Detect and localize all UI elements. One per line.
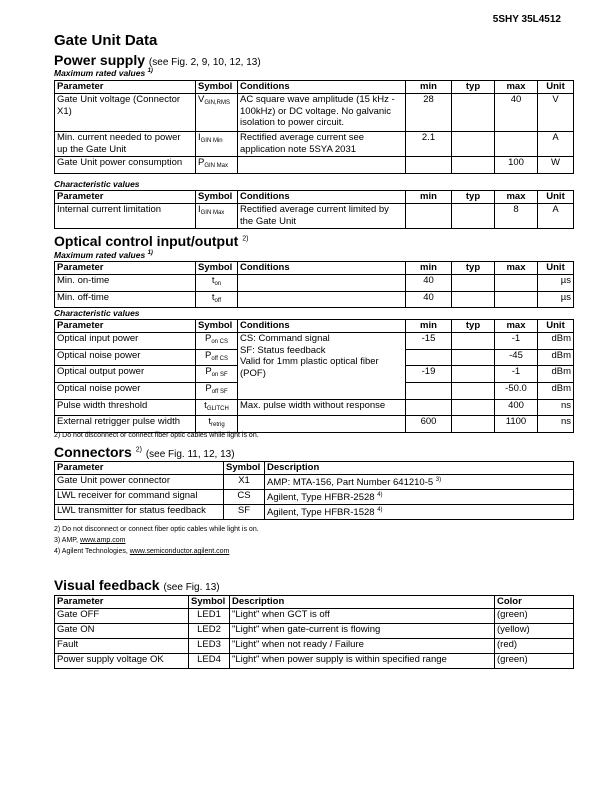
header-typ: typ bbox=[452, 81, 495, 94]
table-row bbox=[55, 291, 574, 308]
symbol-sub: on SF bbox=[211, 372, 228, 378]
symbol-sub: GIN,RMS bbox=[204, 100, 231, 106]
typ-cell bbox=[452, 416, 495, 433]
min-cell: -19 bbox=[406, 366, 452, 383]
ps-char-header-row bbox=[55, 191, 574, 204]
symbol-cell: SF bbox=[224, 505, 265, 520]
typ-cell bbox=[452, 349, 495, 366]
visual-ref: (see Fig. 13) bbox=[163, 582, 220, 593]
max-cell: 1100 bbox=[495, 416, 538, 433]
footnote-ref: 4) bbox=[377, 492, 383, 498]
param-cell: Optical noise power bbox=[55, 382, 196, 399]
visual-feedback-table bbox=[54, 595, 574, 669]
unit-cell: A bbox=[538, 204, 574, 229]
page-title: Gate Unit Data bbox=[54, 32, 158, 49]
typ-cell bbox=[452, 204, 495, 229]
opt-header-row bbox=[55, 262, 574, 275]
description-cell: "Light" when gate-current is flowing bbox=[230, 624, 495, 639]
symbol-cell: LED2 bbox=[189, 624, 230, 639]
ps-max-label-text: Maximum rated values bbox=[54, 68, 146, 78]
table-row bbox=[55, 204, 574, 229]
symbol-cell: LED3 bbox=[189, 639, 230, 654]
symbol-cell bbox=[196, 399, 238, 416]
max-cell: 8 bbox=[495, 204, 538, 229]
symbol-main: P bbox=[205, 366, 212, 377]
header-symbol: Symbol bbox=[189, 596, 230, 609]
ps-max-sup: 1) bbox=[147, 68, 153, 75]
description-cell: "Light" when GCT is off bbox=[230, 609, 495, 624]
opt-max-sup: 1) bbox=[147, 250, 153, 257]
min-cell: 600 bbox=[406, 416, 452, 433]
max-cell bbox=[495, 132, 538, 157]
max-cell: -1 bbox=[495, 333, 538, 350]
conditions-cell: AC square wave amplitude (15 kHz - 100kHz) or DC voltage. No galvanic isolation to power circuit. bbox=[238, 94, 406, 132]
header-symbol: Symbol bbox=[196, 191, 238, 204]
power-supply-heading bbox=[54, 52, 261, 68]
conditions-cell: Rectified average current limited by the Gate Unit bbox=[238, 204, 406, 229]
visual-heading bbox=[54, 577, 220, 593]
symbol-cell: X1 bbox=[224, 475, 265, 490]
param-cell: LWL transmitter for status feedback bbox=[55, 505, 224, 520]
unit-cell: W bbox=[538, 157, 574, 174]
color-cell: (red) bbox=[495, 639, 574, 654]
unit-cell: dBm bbox=[538, 333, 574, 350]
unit-cell: dBm bbox=[538, 349, 574, 366]
typ-cell bbox=[452, 333, 495, 350]
typ-cell bbox=[452, 399, 495, 416]
connectors-footnote-2: 2) Do not disconnect or connect fiber optic cables while light is on. bbox=[54, 526, 259, 533]
header-min: min bbox=[406, 81, 452, 94]
header-typ: typ bbox=[452, 191, 495, 204]
power-supply-title: Power supply bbox=[54, 52, 146, 68]
param-cell: Pulse width threshold bbox=[55, 399, 196, 416]
symbol-cell: LED1 bbox=[189, 609, 230, 624]
header-color: Color bbox=[495, 596, 574, 609]
header-description: Description bbox=[230, 596, 495, 609]
unit-cell: dBm bbox=[538, 366, 574, 383]
vis-header-row bbox=[55, 596, 574, 609]
optical-char-table bbox=[54, 319, 574, 433]
description-cell bbox=[265, 475, 574, 490]
typ-cell bbox=[452, 94, 495, 132]
footnote-4-text: 4) Agilent Technologies, bbox=[54, 548, 130, 555]
param-cell: Optical noise power bbox=[55, 349, 196, 366]
table-row bbox=[55, 157, 574, 174]
max-cell: 40 bbox=[495, 94, 538, 132]
opt-max-label-text: Maximum rated values bbox=[54, 250, 146, 260]
header-parameter: Parameter bbox=[55, 462, 224, 475]
param-cell: Internal current limitation bbox=[55, 204, 196, 229]
param-cell: Power supply voltage OK bbox=[55, 654, 189, 669]
opt-char-label: Characteristic values bbox=[54, 308, 140, 318]
ps-max-label bbox=[54, 68, 153, 78]
ps-char-label: Characteristic values bbox=[54, 179, 140, 189]
header-unit: Unit bbox=[538, 320, 574, 333]
symbol-cell bbox=[196, 416, 238, 433]
table-row bbox=[55, 654, 574, 669]
unit-cell: µs bbox=[538, 291, 574, 308]
symbol-cell bbox=[196, 132, 238, 157]
param-cell: Gate Unit power consumption bbox=[55, 157, 196, 174]
header-symbol: Symbol bbox=[196, 81, 238, 94]
symbol-sub: GLITCH bbox=[206, 405, 229, 412]
connectors-table bbox=[54, 461, 574, 520]
max-cell bbox=[495, 275, 538, 292]
symbol-cell bbox=[196, 291, 238, 308]
min-cell: 40 bbox=[406, 291, 452, 308]
typ-cell bbox=[452, 132, 495, 157]
header-parameter: Parameter bbox=[55, 191, 196, 204]
max-cell: 100 bbox=[495, 157, 538, 174]
param-cell: Optical output power bbox=[55, 366, 196, 383]
symbol-cell: LED4 bbox=[189, 654, 230, 669]
opt-char-header-row bbox=[55, 320, 574, 333]
header-symbol: Symbol bbox=[196, 262, 238, 275]
symbol-main: P bbox=[205, 349, 212, 361]
symbol-sub: off CS bbox=[211, 355, 228, 362]
header-typ: typ bbox=[452, 262, 495, 275]
color-cell: (yellow) bbox=[495, 624, 574, 639]
visual-title: Visual feedback bbox=[54, 577, 160, 593]
max-cell: -1 bbox=[495, 366, 538, 383]
unit-cell: ns bbox=[538, 416, 574, 433]
description-cell bbox=[265, 505, 574, 520]
symbol-cell bbox=[196, 157, 238, 174]
table-row bbox=[55, 475, 574, 490]
header-max: max bbox=[495, 191, 538, 204]
symbol-main: t bbox=[211, 275, 215, 286]
description-text: Agilent, Type HFBR-1528 bbox=[267, 507, 375, 519]
conditions-cell bbox=[238, 416, 406, 433]
param-cell: Gate ON bbox=[55, 624, 189, 639]
description-cell: "Light" when not ready / Failure bbox=[230, 639, 495, 654]
param-cell: Optical input power bbox=[55, 333, 196, 350]
symbol-main: t bbox=[211, 291, 215, 303]
agilent-link[interactable]: www.semiconductor.agilent.com bbox=[129, 548, 230, 555]
footnote-3-text: 3) AMP, bbox=[54, 537, 80, 544]
header-min: min bbox=[406, 262, 452, 275]
symbol-cell bbox=[196, 382, 238, 399]
symbol-cell bbox=[196, 204, 238, 229]
table-row bbox=[55, 639, 574, 654]
symbol-sub: GIN Max bbox=[200, 210, 225, 216]
symbol-cell: CS bbox=[224, 490, 265, 505]
header-parameter: Parameter bbox=[55, 320, 196, 333]
symbol-cell bbox=[196, 94, 238, 132]
symbol-cell bbox=[196, 366, 238, 383]
symbol-main: P bbox=[198, 157, 205, 168]
header-conditions: Conditions bbox=[238, 81, 406, 94]
param-cell: Gate Unit voltage (Connector X1) bbox=[55, 94, 196, 132]
symbol-sub: off bbox=[214, 297, 222, 304]
table-row bbox=[55, 399, 574, 416]
power-supply-max-table bbox=[54, 80, 574, 174]
header-unit: Unit bbox=[538, 81, 574, 94]
symbol-main: V bbox=[198, 94, 205, 105]
optical-footnote: 2) Do not disconnect or connect fiber optic cables while light is on. bbox=[54, 432, 259, 439]
unit-cell: ns bbox=[538, 399, 574, 416]
table-row bbox=[55, 609, 574, 624]
min-cell bbox=[406, 399, 452, 416]
connectors-sup: 2) bbox=[135, 446, 142, 454]
symbol-main: I bbox=[198, 204, 201, 215]
condition-line: SF: Status feedback bbox=[240, 344, 326, 356]
min-cell bbox=[406, 157, 452, 174]
description-cell: "Light" when power supply is within specified range bbox=[230, 654, 495, 669]
unit-cell: V bbox=[538, 94, 574, 132]
document-id: 5SHY 35L4512 bbox=[492, 14, 561, 25]
footnote-ref: 3) bbox=[435, 477, 442, 483]
header-max: max bbox=[495, 81, 538, 94]
max-cell: -45 bbox=[495, 349, 538, 366]
header-symbol: Symbol bbox=[224, 462, 265, 475]
symbol-main: t bbox=[208, 416, 211, 427]
power-supply-ref: (see Fig. 2, 9, 10, 12, 13) bbox=[148, 57, 261, 68]
typ-cell bbox=[452, 157, 495, 174]
header-parameter: Parameter bbox=[55, 262, 196, 275]
header-symbol: Symbol bbox=[196, 320, 238, 333]
max-cell: 400 bbox=[495, 399, 538, 416]
opt-max-label bbox=[54, 250, 153, 260]
symbol-main: t bbox=[204, 399, 207, 411]
table-row bbox=[55, 490, 574, 505]
max-cell: -50.0 bbox=[495, 382, 538, 399]
power-supply-char-table bbox=[54, 190, 574, 229]
table-row bbox=[55, 94, 574, 132]
description-text: AMP: MTA-156, Part Number 641210-5 bbox=[267, 477, 434, 489]
header-max: max bbox=[495, 320, 538, 333]
header-unit: Unit bbox=[538, 262, 574, 275]
param-cell: Min. on-time bbox=[55, 275, 196, 292]
symbol-sub: GIN Min bbox=[200, 138, 223, 144]
typ-cell bbox=[452, 366, 495, 383]
header-parameter: Parameter bbox=[55, 81, 196, 94]
conditions-cell: Max. pulse width without response bbox=[238, 399, 406, 416]
header-min: min bbox=[406, 320, 452, 333]
conditions-cell: Rectified average current see application note 5SYA 2031 bbox=[238, 132, 406, 157]
optical-sup: 2) bbox=[242, 235, 249, 243]
min-cell: -15 bbox=[406, 333, 452, 350]
conditions-cell bbox=[238, 291, 406, 308]
typ-cell bbox=[452, 382, 495, 399]
header-typ: typ bbox=[452, 320, 495, 333]
connectors-footnote-3 bbox=[54, 537, 125, 544]
merged-conditions-cell bbox=[238, 333, 406, 400]
symbol-sub: on CS bbox=[211, 339, 229, 345]
table-row bbox=[55, 624, 574, 639]
optical-max-table bbox=[54, 261, 574, 308]
ps-header-row bbox=[55, 81, 574, 94]
conn-header-row bbox=[55, 462, 574, 475]
header-unit: Unit bbox=[538, 191, 574, 204]
symbol-main: P bbox=[204, 333, 212, 344]
table-row bbox=[55, 132, 574, 157]
header-conditions: Conditions bbox=[238, 191, 406, 204]
header-conditions: Conditions bbox=[238, 262, 406, 275]
symbol-sub: GIN Max bbox=[204, 163, 229, 169]
connectors-heading bbox=[54, 444, 235, 460]
symbol-cell bbox=[196, 275, 238, 292]
condition-line: Valid for 1mm plastic optical fiber (POF) bbox=[240, 356, 379, 379]
symbol-main: P bbox=[205, 382, 212, 394]
unit-cell: µs bbox=[538, 275, 574, 292]
description-text: Agilent, Type HFBR-2528 bbox=[267, 492, 375, 504]
param-cell: Min. off-time bbox=[55, 291, 196, 308]
symbol-sub: retrig bbox=[210, 422, 225, 428]
unit-cell: dBm bbox=[538, 382, 574, 399]
param-cell: Gate Unit power connector bbox=[55, 475, 224, 490]
condition-line: CS: Command signal bbox=[240, 333, 330, 344]
header-max: max bbox=[495, 262, 538, 275]
min-cell: 28 bbox=[406, 94, 452, 132]
symbol-sub: on bbox=[214, 281, 222, 287]
color-cell: (green) bbox=[495, 654, 574, 669]
header-parameter: Parameter bbox=[55, 596, 189, 609]
amp-link[interactable]: www.amp.com bbox=[79, 537, 126, 544]
connectors-ref: (see Fig. 11, 12, 13) bbox=[145, 449, 235, 460]
param-cell: Fault bbox=[55, 639, 189, 654]
unit-cell: A bbox=[538, 132, 574, 157]
min-cell bbox=[406, 382, 452, 399]
param-cell: LWL receiver for command signal bbox=[55, 490, 224, 505]
table-row bbox=[55, 275, 574, 292]
description-cell bbox=[265, 490, 574, 505]
table-row bbox=[55, 416, 574, 433]
connectors-footnote-4 bbox=[54, 548, 229, 555]
min-cell: 40 bbox=[406, 275, 452, 292]
min-cell bbox=[406, 349, 452, 366]
header-description: Description bbox=[265, 462, 574, 475]
header-min: min bbox=[406, 191, 452, 204]
color-cell: (green) bbox=[495, 609, 574, 624]
min-cell bbox=[406, 204, 452, 229]
max-cell bbox=[495, 291, 538, 308]
header-conditions: Conditions bbox=[238, 320, 406, 333]
footnote-ref: 4) bbox=[377, 507, 383, 513]
param-cell: External retrigger pulse width bbox=[55, 416, 196, 433]
param-cell: Min. current needed to power up the Gate Unit bbox=[55, 132, 196, 157]
conditions-cell bbox=[238, 275, 406, 292]
table-row bbox=[55, 333, 574, 350]
symbol-sub: off SF bbox=[211, 388, 228, 395]
min-cell: 2.1 bbox=[406, 132, 452, 157]
conditions-cell bbox=[238, 157, 406, 174]
param-cell: Gate OFF bbox=[55, 609, 189, 624]
symbol-main: I bbox=[198, 132, 201, 143]
symbol-cell bbox=[196, 349, 238, 366]
connectors-title: Connectors bbox=[54, 444, 132, 460]
symbol-cell bbox=[196, 333, 238, 350]
optical-title: Optical control input/output bbox=[54, 233, 239, 249]
table-row bbox=[55, 505, 574, 520]
typ-cell bbox=[452, 275, 495, 292]
optical-heading bbox=[54, 233, 248, 249]
typ-cell bbox=[452, 291, 495, 308]
